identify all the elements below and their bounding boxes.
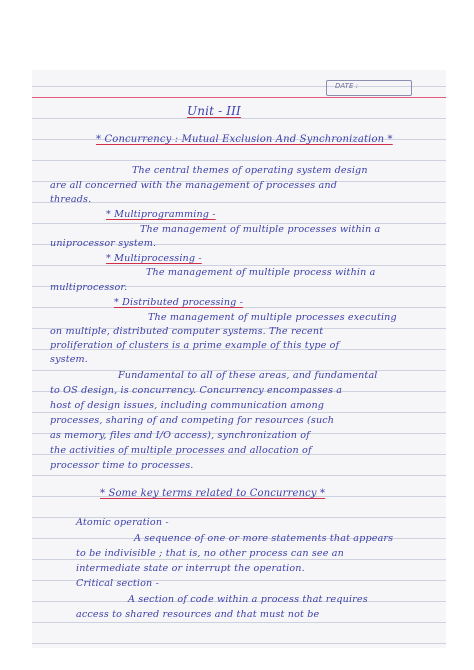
critical-line-1: A section of code within a process that requires — [128, 594, 368, 605]
fundamental-line-5: as memory, files and I/O access), synchronization of — [50, 430, 310, 441]
unit-title: Unit - III — [187, 104, 241, 118]
atomic-line-3: intermediate state or interrupt the operation. — [76, 563, 305, 574]
multiprocessing-line-1: The management of multiple process within a — [146, 267, 376, 278]
critical-title: Critical section - — [76, 578, 159, 589]
fundamental-line-3: host of design issues, including communication among — [50, 400, 325, 411]
intro-line-1: The central themes of operating system design — [132, 165, 368, 176]
multiprogramming-line-2: uniprocessor system. — [50, 238, 157, 249]
critical-line-2: access to shared resources and that must not be — [76, 609, 320, 620]
fundamental-line-2: to OS design, is concurrency. Concurrency encompasses a — [50, 385, 343, 396]
multiprogramming-line-1: The management of multiple processes within a — [140, 224, 381, 235]
multiprogramming-title: * Multiprogramming - — [106, 209, 216, 220]
fundamental-line-6: the activities of multiple processes and allocation of — [50, 445, 312, 456]
date-label: DATE : — [335, 82, 358, 90]
distributed-line-4: system. — [50, 354, 88, 365]
atomic-line-1: A sequence of one or more statements that appears — [134, 533, 394, 544]
atomic-title: Atomic operation - — [76, 517, 169, 528]
distributed-line-1: The management of multiple processes executing — [148, 312, 397, 323]
intro-line-3: threads. — [50, 194, 92, 205]
multiprocessing-line-2: multiprocessor. — [50, 282, 128, 293]
distributed-line-2: on multiple, distributed computer systems. The recent — [50, 326, 324, 337]
date-box — [326, 80, 412, 96]
intro-line-2: are all concerned with the management of processes and — [50, 180, 338, 191]
key-terms-heading: * Some key terms related to Concurrency * — [100, 488, 326, 499]
distributed-title: * Distributed processing - — [114, 297, 244, 308]
fundamental-line-7: processor time to processes. — [50, 460, 194, 471]
multiprocessing-title: * Multiprocessing - — [106, 253, 202, 264]
atomic-line-2: to be indivisible ; that is, no other process can see an — [76, 548, 344, 559]
section-heading: * Concurrency : Mutual Exclusion And Synchronization * — [96, 134, 393, 145]
distributed-line-3: proliferation of clusters is a prime example of this type of — [50, 340, 340, 351]
top-margin-line — [32, 97, 446, 98]
notebook-page — [32, 70, 446, 648]
fundamental-line-4: processes, sharing of and competing for resources (such — [50, 415, 335, 426]
fundamental-line-1: Fundamental to all of these areas, and fundamental — [118, 370, 378, 381]
